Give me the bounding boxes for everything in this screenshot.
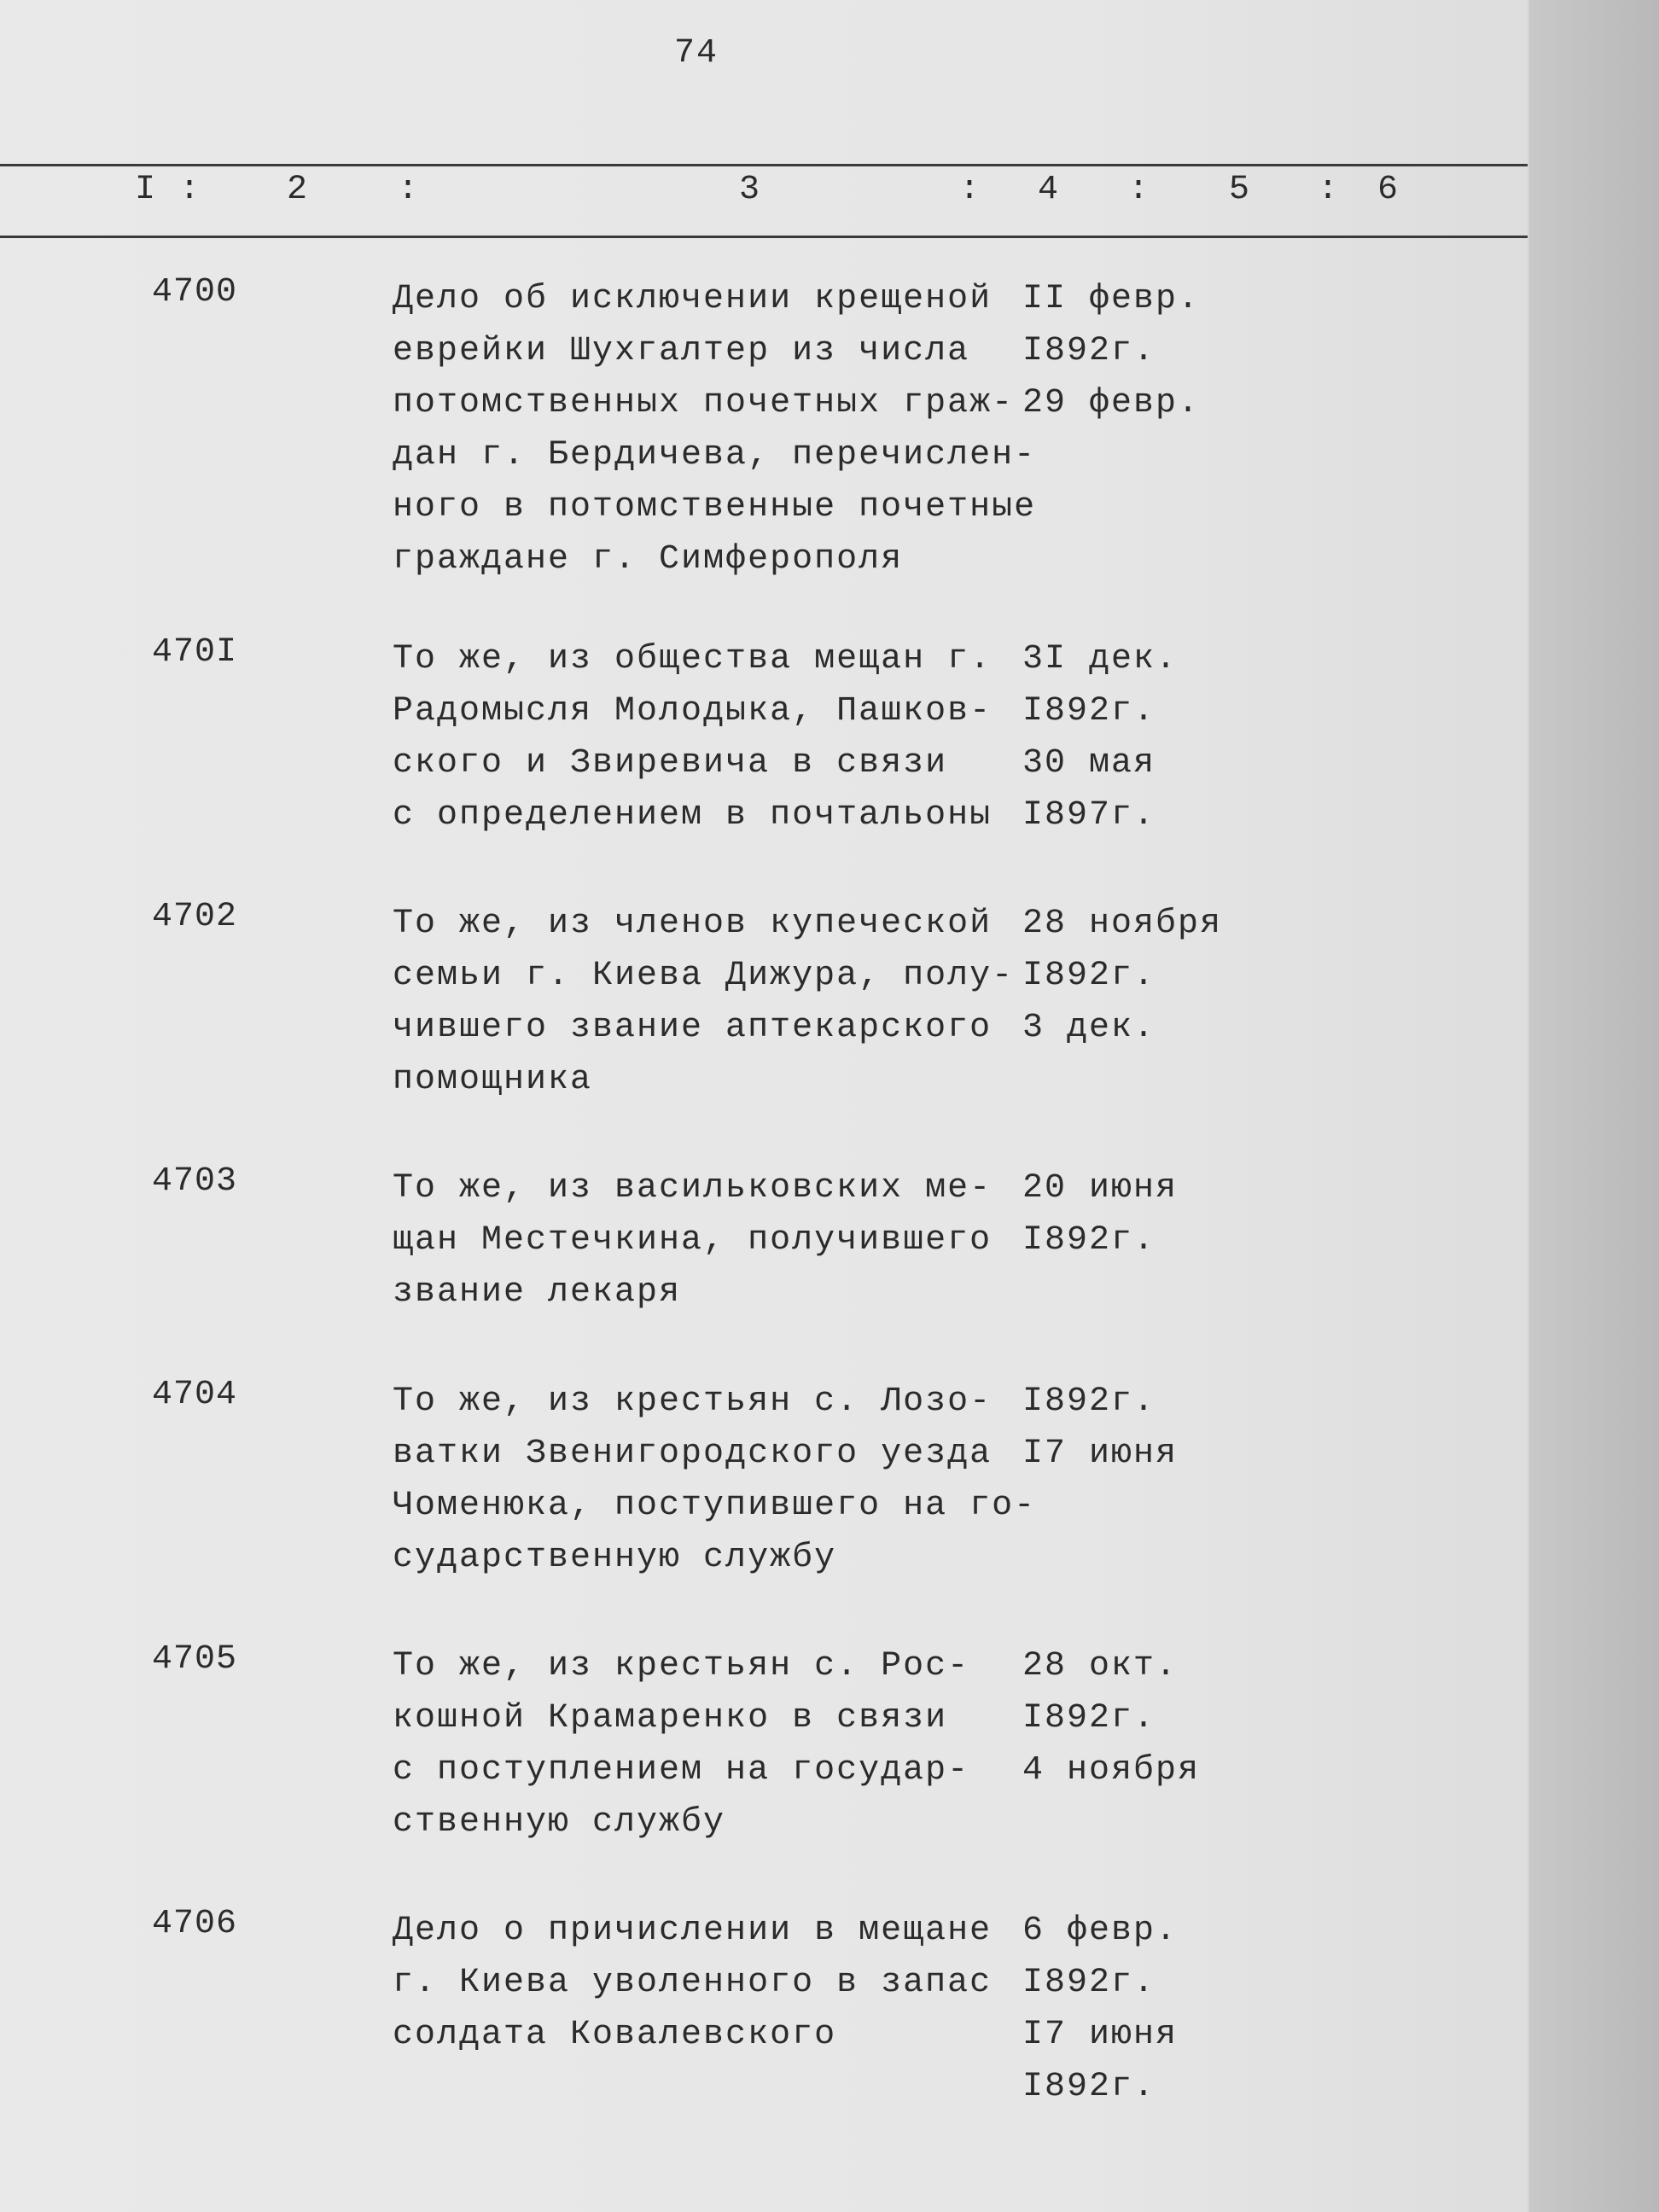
date-line: 20 июня	[1022, 1169, 1179, 1208]
entry-dates	[1022, 898, 1244, 1054]
entry-description	[393, 273, 1041, 585]
entry-description	[393, 1376, 1041, 1584]
description-line: семьи г. Киева Дижура, полу-	[393, 957, 1015, 995]
page-number: 74	[674, 34, 719, 73]
description-line: То же, из васильковских ме-	[393, 1169, 992, 1208]
description-line: ского и Звиревича в связи	[393, 744, 948, 783]
date-line: I892г.	[1022, 2068, 1156, 2106]
date-line: 3 дек.	[1022, 1009, 1156, 1047]
date-line: I897г.	[1022, 796, 1156, 835]
description-line: Дело об исключении крещеной	[393, 280, 992, 318]
date-line: I7 июня	[1022, 2016, 1179, 2054]
date-line: 6 февр.	[1022, 1912, 1179, 1950]
column-separator-3: :	[959, 171, 981, 209]
description-line: Радомысля Молодыка, Пашков-	[393, 692, 992, 731]
description-line: Дело о причислении в мещане	[393, 1912, 992, 1950]
date-line: I892г.	[1022, 1699, 1156, 1738]
entry-number: 4706	[152, 1905, 238, 1943]
description-line: чившего звание аптекарского	[393, 1009, 992, 1047]
column-header-4: 4	[1038, 171, 1059, 209]
column-separator-4: :	[1128, 171, 1150, 209]
entry-dates	[1022, 1376, 1244, 1480]
entry-description	[393, 898, 1041, 1106]
date-line: II февр.	[1022, 280, 1201, 318]
date-line: I892г.	[1022, 332, 1156, 370]
column-separator-2: :	[398, 171, 419, 209]
date-line: I7 июня	[1022, 1435, 1179, 1473]
entry-number: 470I	[152, 633, 238, 672]
description-line: То же, из крестьян с. Лозо-	[393, 1382, 992, 1421]
entry-number: 4703	[152, 1162, 238, 1201]
entry-number: 4700	[152, 273, 238, 311]
date-line: I892г.	[1022, 1221, 1156, 1260]
entry-description	[393, 1640, 1041, 1848]
column-header-3: 3	[739, 171, 760, 209]
description-line: То же, из крестьян с. Рос-	[393, 1647, 970, 1685]
description-line: щан Местечкина, получившего	[393, 1221, 992, 1260]
date-line: 28 ноября	[1022, 905, 1223, 943]
entry-dates	[1022, 633, 1244, 841]
entry-dates	[1022, 1162, 1244, 1266]
date-line: I892г.	[1022, 1382, 1156, 1421]
description-line: с определением в почтальоны	[393, 796, 992, 835]
date-line: I892г.	[1022, 957, 1156, 995]
date-line: 4 ноября	[1022, 1751, 1201, 1790]
description-line: ватки Звенигородского уезда	[393, 1435, 992, 1473]
entry-description	[393, 633, 1041, 841]
date-line: 3I дек.	[1022, 640, 1179, 678]
page-edge	[1528, 0, 1659, 2212]
header-bottom-rule	[0, 236, 1528, 238]
description-line: ственную службу	[393, 1803, 726, 1842]
description-line: звание лекаря	[393, 1273, 682, 1312]
column-header-6: 6	[1377, 171, 1399, 209]
date-line: I892г.	[1022, 692, 1156, 731]
description-line: еврейки Шухгалтер из числа	[393, 332, 970, 370]
description-line: потомственных почетных граж-	[393, 384, 1015, 422]
entry-number: 4702	[152, 898, 238, 936]
entry-dates	[1022, 1905, 1244, 2113]
description-line: То же, из членов купеческой	[393, 905, 992, 943]
description-line: ного в потомственные почетные	[393, 488, 1037, 527]
date-line: 30 мая	[1022, 744, 1156, 783]
entry-number: 4704	[152, 1376, 238, 1414]
entry-dates	[1022, 273, 1244, 429]
description-line: помощника	[393, 1061, 593, 1099]
description-line: Чоменюка, поступившего на го-	[393, 1487, 1037, 1525]
description-line: кошной Крамаренко в связи	[393, 1699, 948, 1738]
entry-dates	[1022, 1640, 1244, 1796]
column-header-2: 2	[287, 171, 308, 209]
date-line: 28 окт.	[1022, 1647, 1179, 1685]
description-line: сударственную службу	[393, 1539, 837, 1577]
entry-description	[393, 1905, 1041, 2061]
column-separator-5: :	[1318, 171, 1339, 209]
description-line: То же, из общества мещан г.	[393, 640, 992, 678]
description-line: дан г. Бердичева, перечислен-	[393, 436, 1037, 474]
entry-number: 4705	[152, 1640, 238, 1679]
entry-description	[393, 1162, 1041, 1318]
description-line: с поступлением на государ-	[393, 1751, 970, 1790]
column-header-1: I	[135, 171, 156, 209]
description-line: солдата Ковалевского	[393, 2016, 837, 2054]
description-line: граждане г. Симферополя	[393, 540, 904, 579]
description-line: г. Киева уволенного в запас	[393, 1964, 992, 2002]
date-line: I892г.	[1022, 1964, 1156, 2002]
date-line: 29 февр.	[1022, 384, 1201, 422]
header-top-rule	[0, 164, 1528, 166]
column-separator-1: :	[179, 171, 201, 209]
column-header-5: 5	[1229, 171, 1250, 209]
